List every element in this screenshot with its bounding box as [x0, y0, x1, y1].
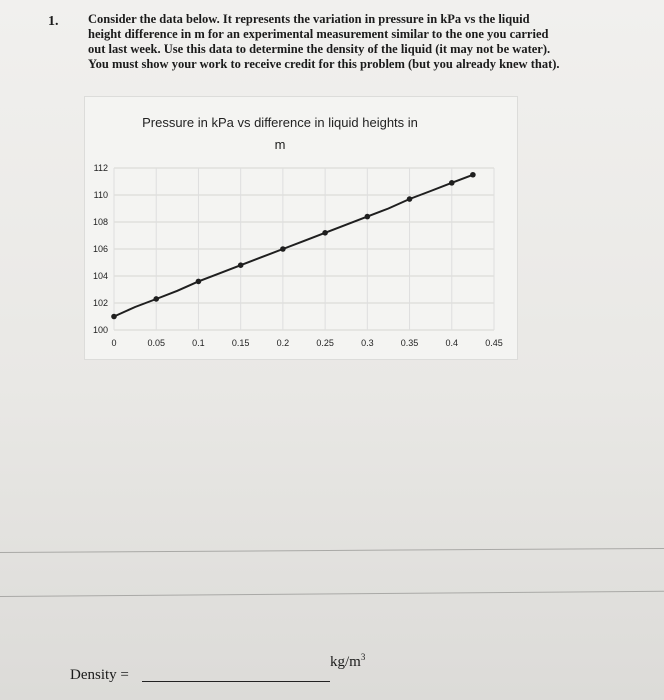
x-tick-label: 0.4: [445, 338, 459, 348]
x-tick-label: 0.1: [192, 338, 205, 348]
series-line: [114, 175, 473, 317]
density-unit: [330, 652, 365, 671]
problem-statement: [88, 12, 588, 72]
data-point: [280, 246, 286, 252]
problem-line: You must show your work to receive credit for this problem (but you already knew that).: [88, 57, 560, 71]
problem-line: out last week. Use this data to determine the density of the liquid (it may not be water).: [88, 42, 551, 56]
y-tick-label: 104: [92, 271, 108, 281]
data-point: [153, 296, 159, 302]
y-tick-label: 108: [92, 217, 108, 227]
data-point: [322, 230, 328, 236]
density-answer-blank[interactable]: [142, 681, 330, 682]
x-tick-label: 0.25: [316, 338, 334, 348]
y-tick-label: 100: [92, 325, 108, 335]
x-tick-label: 0.35: [400, 338, 419, 348]
y-tick-label: 106: [92, 244, 108, 254]
x-tick-label: 0.05: [147, 338, 165, 348]
x-tick-label: 0.2: [276, 338, 290, 348]
data-point: [470, 172, 476, 178]
unit-exponent: 3: [360, 652, 366, 662]
x-tick-label: 0: [111, 338, 117, 348]
density-label: Density =: [70, 667, 129, 683]
x-tick-label: 0.3: [361, 338, 374, 348]
chart-title-line: m: [274, 137, 286, 152]
problem-line: Consider the data below. It represents the variation in pressure in kPa vs the liquid: [88, 12, 530, 26]
data-point: [449, 180, 455, 186]
unit-text: kg/m: [330, 654, 361, 670]
problem-number: 1.: [48, 14, 59, 29]
data-point: [196, 279, 202, 285]
data-point: [365, 214, 371, 220]
x-tick-label: 0.15: [231, 338, 250, 348]
data-point: [238, 262, 244, 268]
y-tick-label: 102: [92, 298, 108, 308]
y-tick-label: 112: [93, 163, 108, 173]
data-point: [111, 314, 117, 320]
answer-divider-line: [0, 548, 664, 553]
problem-line: height difference in m for an experimental measurement similar to the one you carried: [88, 27, 549, 41]
y-tick-label: 110: [93, 190, 108, 200]
answer-divider-line: [0, 591, 664, 597]
pressure-chart: [84, 96, 516, 358]
chart-title-line: Pressure in kPa vs difference in liquid heights in: [142, 115, 418, 130]
data-point: [407, 196, 413, 202]
x-tick-label: 0.45: [485, 338, 503, 348]
